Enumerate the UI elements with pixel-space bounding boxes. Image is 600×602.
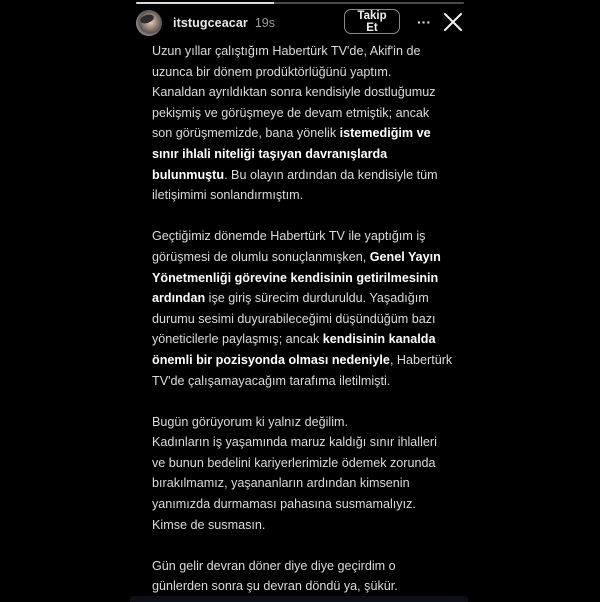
- text-segment: uzunca bir dönem prodüktörlüğünü yaptım.: [152, 64, 392, 79]
- bold-text-segment: kendisinin kanalda: [322, 332, 436, 347]
- bold-text-segment: ardından: [152, 291, 206, 306]
- bold-text-segment: bulunmuştu: [152, 167, 225, 182]
- text-line: [152, 123, 462, 144]
- text-segment: Gün gelir devran döner diye diye geçirdim o: [152, 558, 396, 573]
- text-line: [152, 62, 462, 83]
- text-line: [152, 185, 462, 206]
- text-line: [152, 556, 462, 577]
- username[interactable]: itstugceacar: [173, 15, 248, 30]
- text-line: [152, 371, 462, 392]
- text-line: [152, 432, 462, 453]
- text-segment: Kimse de susmasın.: [152, 517, 266, 532]
- text-line: [152, 329, 462, 350]
- text-line: [152, 103, 462, 124]
- bold-text-segment: istemediğim ve: [339, 126, 431, 141]
- text-segment: Uzun yıllar çalıştığım Habertürk TV'de, Akif'in de: [152, 44, 421, 58]
- paragraph: [152, 412, 462, 536]
- story-text-content: [152, 41, 462, 597]
- story-header: [136, 9, 466, 36]
- text-line: [152, 41, 462, 62]
- text-segment: son görüşmemizde, bana yönelik: [152, 126, 340, 141]
- text-segment: iletişimimi sonlandırmıştım.: [152, 188, 304, 203]
- avatar[interactable]: [136, 10, 162, 36]
- close-icon: [443, 12, 463, 32]
- more-options-button[interactable]: [414, 11, 434, 33]
- story-progress-fill: [136, 2, 274, 4]
- bold-text-segment: sınır ihlali niteliği taşıyan davranışlarda: [152, 146, 388, 161]
- text-line: [152, 144, 462, 165]
- story-bottom-edge: [130, 596, 468, 602]
- text-line: [152, 350, 462, 371]
- text-line: [152, 288, 462, 309]
- text-line: [152, 268, 462, 289]
- text-segment: yanımızda durmaması pahasına susmamalıyız.: [152, 497, 416, 512]
- text-segment: Kanaldan ayrıldıktan sonra kendisiyle dostluğumuz: [152, 85, 436, 100]
- bold-text-segment: Yönetmenliği görevine kendisinin getirilmesinin: [152, 270, 439, 285]
- story-progress-bar: [136, 2, 464, 4]
- text-segment: bırakılmamız, yaşananların ardından kimsenin: [152, 476, 410, 491]
- text-line: [152, 309, 462, 330]
- text-line: [152, 576, 462, 597]
- time-ago: 19s: [254, 15, 276, 30]
- follow-button[interactable]: Takip Et: [344, 9, 400, 34]
- text-segment: . Bu olayın ardından da kendisiyle tüm: [224, 167, 438, 182]
- text-segment: yöneticilerle paylaşmış; ancak: [152, 332, 323, 347]
- text-segment: görüşmesi de olumlu sonuçlanmışken,: [152, 249, 370, 264]
- bold-text-segment: Genel Yayın: [369, 249, 441, 264]
- text-segment: günlerden sonra şu devran döndü ya, şükür.: [152, 579, 398, 594]
- text-segment: , Habertürk: [389, 352, 453, 367]
- close-button[interactable]: [443, 12, 463, 32]
- text-line: [152, 453, 462, 474]
- text-segment: işe giriş sürecim durduruldu. Yaşadığım: [205, 291, 429, 306]
- text-line: [152, 494, 462, 515]
- text-segment: TV'de çalışamayacağım tarafıma iletilmişti.: [152, 373, 391, 388]
- paragraph: [152, 226, 462, 391]
- text-line: [152, 226, 462, 247]
- bold-text-segment: önemli bir pozisyonda olması nedeniyle: [152, 352, 390, 367]
- text-line: [152, 82, 462, 103]
- text-line: [152, 473, 462, 494]
- text-segment: ve bunun bedelini kariyerlerimizle ödemek zorunda: [152, 455, 436, 470]
- text-line: [152, 247, 462, 268]
- text-segment: pekişmiş ve görüşmeye de devam etmiştik; ancak: [152, 105, 430, 120]
- paragraph: [152, 556, 462, 597]
- text-segment: Kadınların iş yaşamında maruz kaldığı sınır ihlalleri: [152, 435, 437, 450]
- text-line: [152, 412, 462, 433]
- text-segment: Bugün görüyorum ki yalnız değilim.: [152, 414, 348, 429]
- text-line: [152, 165, 462, 186]
- more-horizontal-icon: ···: [417, 14, 431, 30]
- paragraph: [152, 41, 462, 206]
- text-line: [152, 515, 462, 536]
- text-segment: durumu sesimi duyurabileceğimi düşündüğüm bazı: [152, 311, 436, 326]
- text-segment: Geçtiğimiz dönemde Habertürk TV ile yaptığım iş: [152, 229, 426, 244]
